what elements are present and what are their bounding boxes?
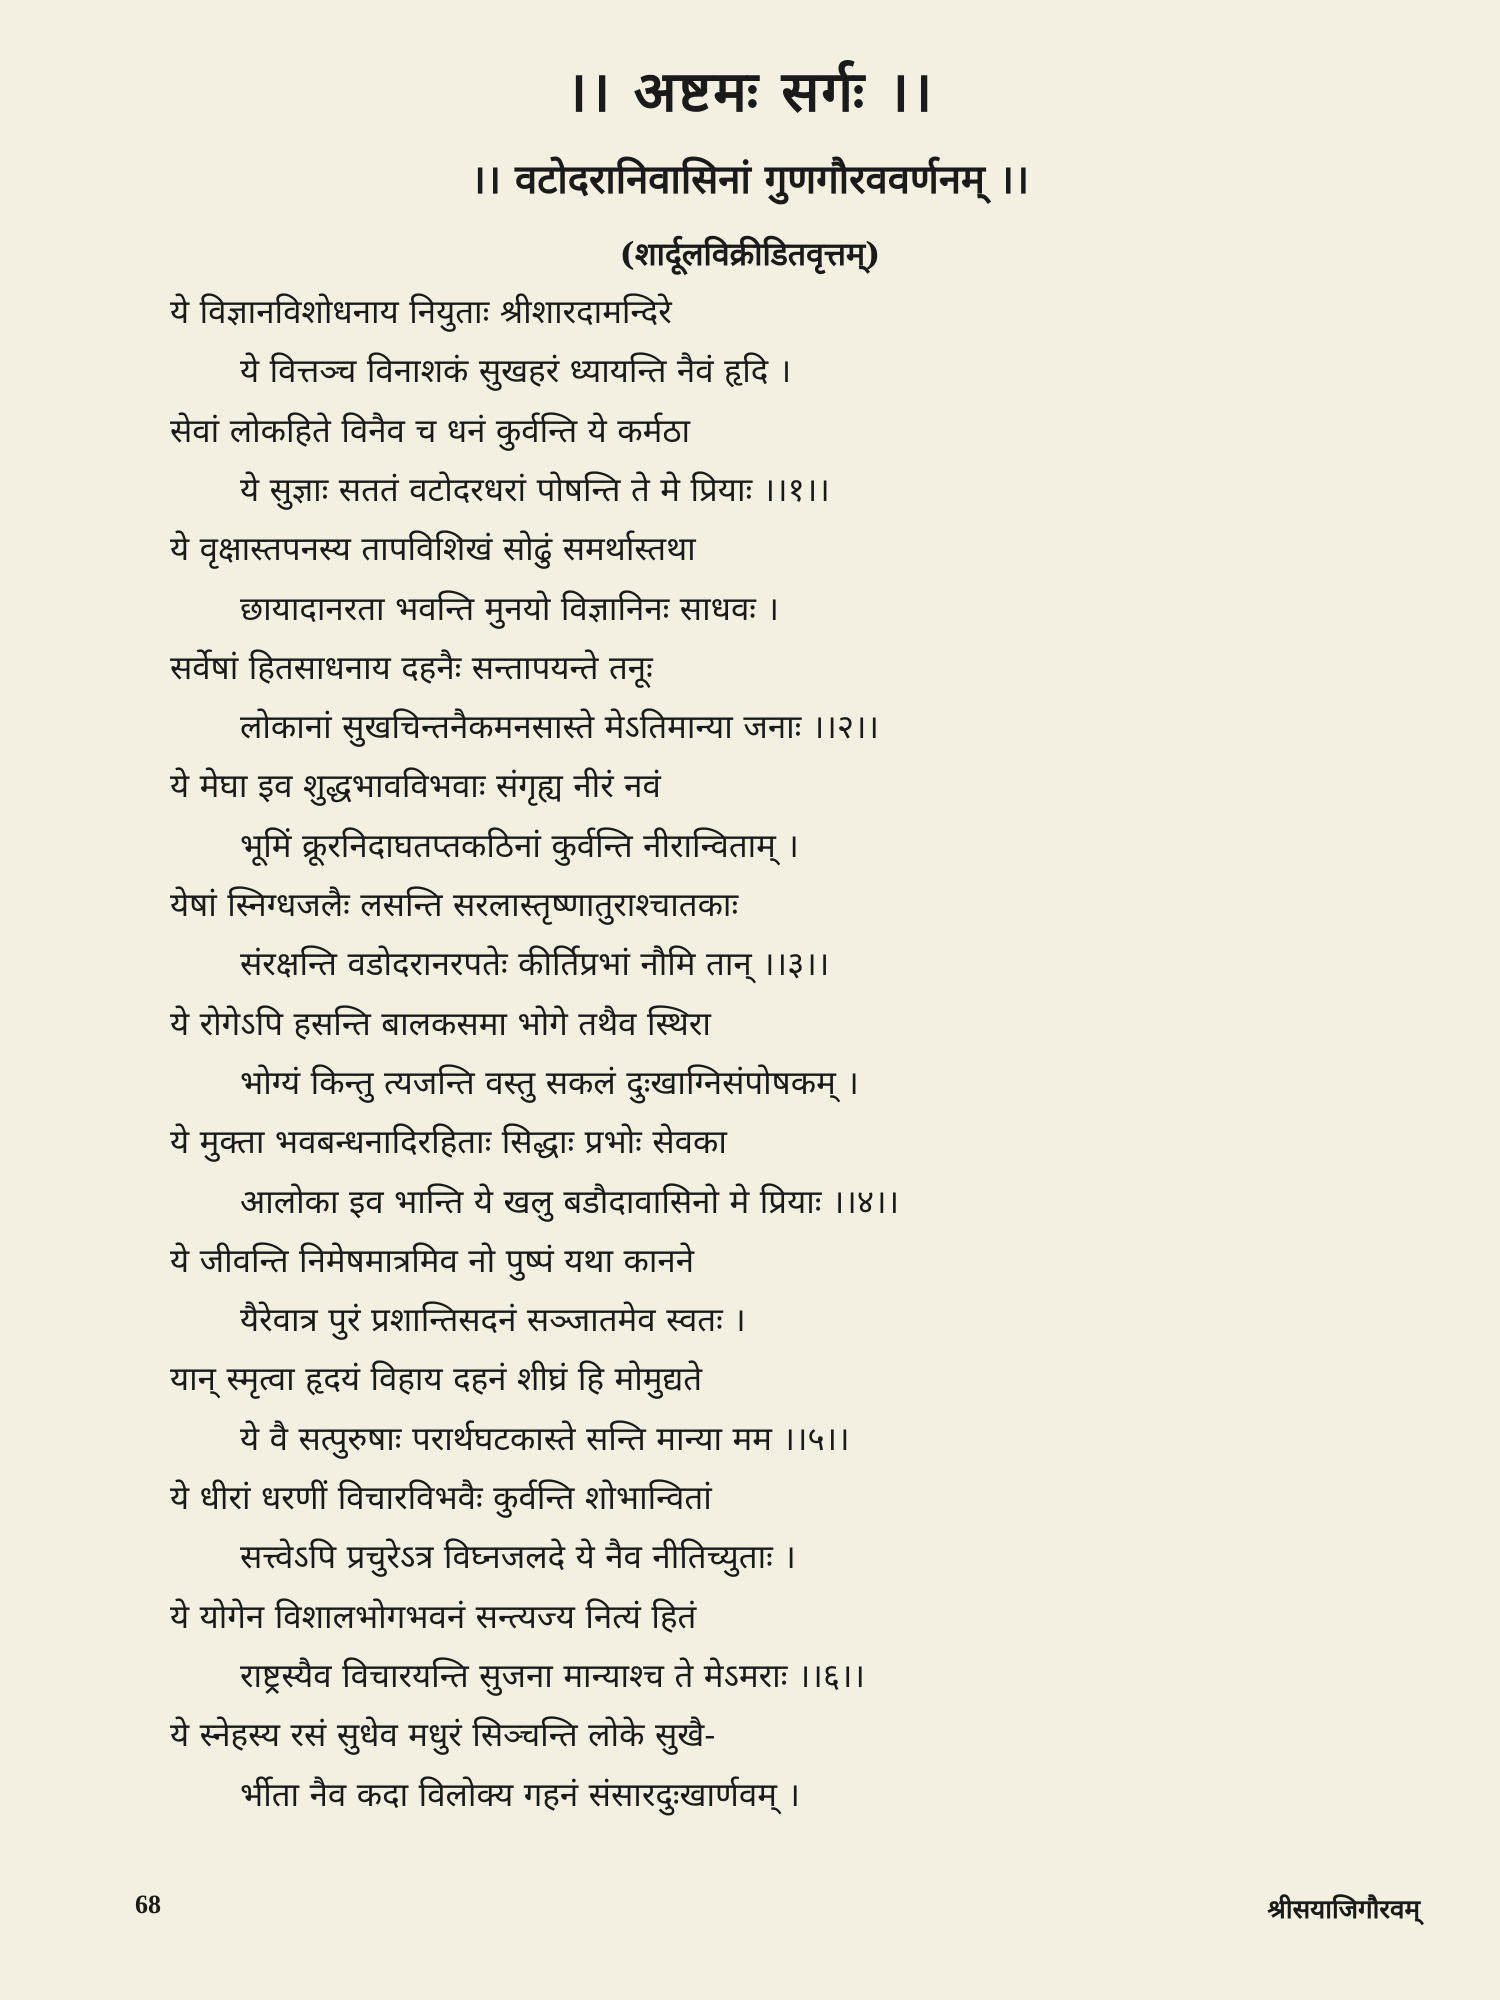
verse-line: र्भीता नैव कदा विलोक्य गहनं संसारदुःखार्णवम् ।	[240, 1775, 800, 1814]
verse-line: ये वै सत्पुरुषाः परार्थघटकास्ते सन्ति मान्या मम ।।५।।	[240, 1419, 850, 1458]
verse-line: सर्वेषां हितसाधनाय दहनैः सन्तापयन्ते तनूः	[170, 648, 653, 687]
verse-line: सेवां लोकहिते विनैव च धनं कुर्वन्ति ये कर्मठा	[170, 411, 691, 450]
page-number: 68	[135, 1890, 161, 1919]
verse-line: छायादानरता भवन्ति मुनयो विज्ञानिनः साधवः ।	[240, 589, 779, 628]
verse-line: यैरेवात्र पुरं प्रशान्तिसदनं सञ्जातमेव स्वतः ।	[240, 1300, 746, 1339]
verse-line: सत्त्वेऽपि प्रचुरेऽत्र विघ्नजलदे ये नैव नीतिच्युताः ।	[240, 1537, 796, 1576]
running-title: श्रीसयाजिगौरवम्	[1267, 1895, 1420, 1925]
verse-line: ये मुक्ता भवबन्धनादिरहिताः सिद्धाः प्रभोः सेवका	[170, 1122, 727, 1161]
verse-line: भोग्यं किन्तु त्यजन्ति वस्तु सकलं दुःखाग्निसंपोषकम् ।	[240, 1063, 859, 1102]
verse-line: ये रोगेऽपि हसन्ति बालकसमा भोगे तथैव स्थिरा	[170, 1004, 711, 1043]
verse-line: ये जीवन्ति निमेषमात्रमिव नो पुष्पं यथा कानने	[170, 1241, 695, 1280]
verse-line: ये योगेन विशालभोगभवनं सन्त्यज्य नित्यं हितं	[170, 1597, 697, 1636]
verse-line: ये स्नेहस्य रसं सुधेव मधुरं सिञ्चन्ति लोके सुखै-	[170, 1715, 716, 1754]
verse-line: आलोका इव भान्ति ये खलु बडौदावासिनो मे प्रियाः ।।४।।	[240, 1182, 900, 1221]
meter-label: (शार्दूलविक्रीडितवृत्तम्)	[619, 235, 881, 273]
verse-line: ये सुज्ञाः सततं वटोदरधरां पोषन्ति ते मे प्रियाः ।।१।।	[240, 470, 830, 509]
canto-heading: ।। अष्टमः सर्गः ।।	[565, 59, 935, 125]
verse-line: ये मेघा इव शुद्धभावविभवाः संगृह्य नीरं नवं	[170, 766, 661, 805]
verse-line: राष्ट्रस्यैव विचारयन्ति सुजना मान्याश्च ते मेऽमराः ।।६।।	[240, 1656, 866, 1695]
canto-subheading: ।। वटोदरानिवासिनां गुणगौरववर्णनम् ।।	[470, 156, 1030, 203]
verse-line: यान् स्मृत्वा हृदयं विहाय दहनं शीघ्रं हि मोमुद्यते	[170, 1359, 703, 1398]
verse-line: लोकानां सुखचिन्तनैकमनसास्ते मेऽतिमान्या जनाः ।।२।।	[240, 707, 880, 746]
verse-line: संरक्षन्ति वडोदरानरपतेः कीर्तिप्रभां नौमि तान् ।।३।।	[240, 944, 830, 983]
verse-line: ये वित्तञ्च विनाशकं सुखहरं ध्यायन्ति नैवं हृदि ।	[240, 351, 792, 390]
verse-line: भूमिं क्रूरनिदाघतप्तकठिनां कुर्वन्ति नीरान्विताम् ।	[240, 826, 799, 865]
verse-line: येषां स्निग्धजलैः लसन्ति सरलास्तृष्णातुराश्चातकाः	[170, 885, 739, 924]
verse-line: ये विज्ञानविशोधनाय नियुताः श्रीशारदामन्दिरे	[170, 292, 672, 331]
verse-line: ये धीरां धरणीं विचारविभवैः कुर्वन्ति शोभान्वितां	[170, 1478, 712, 1517]
verse-line: ये वृक्षास्तपनस्य तापविशिखं सोढुं समर्थास्तथा	[170, 529, 696, 568]
